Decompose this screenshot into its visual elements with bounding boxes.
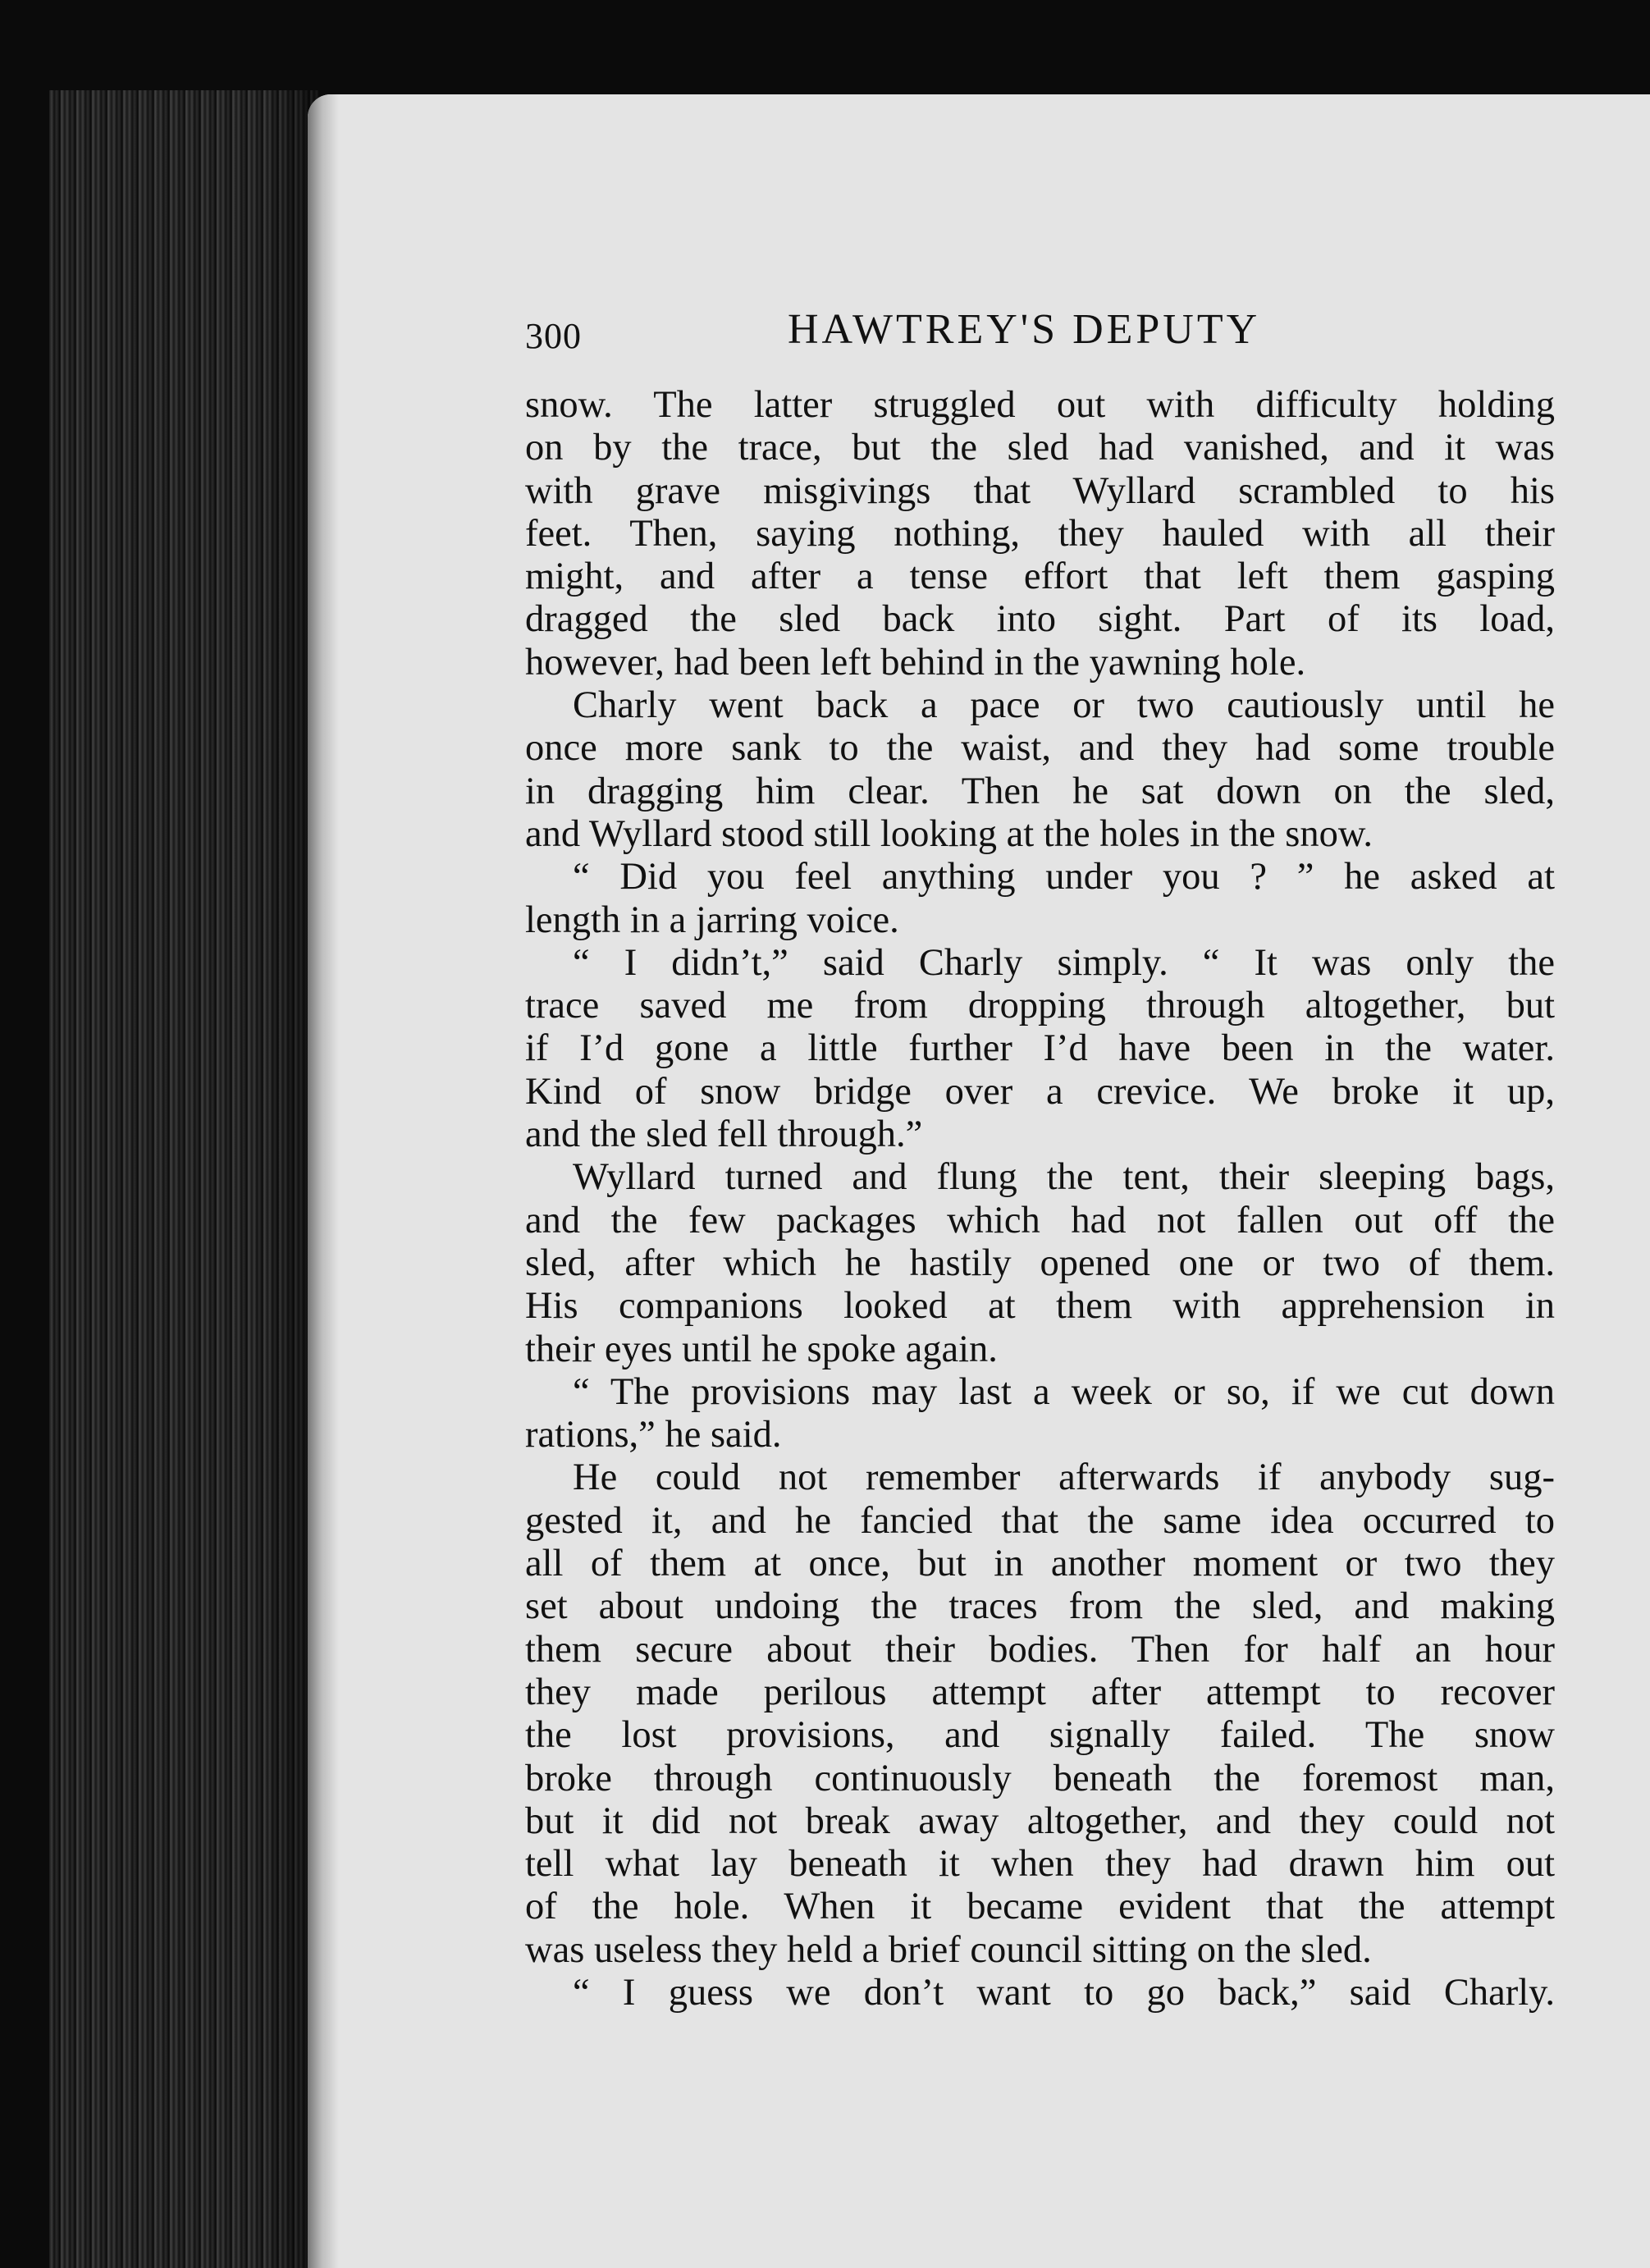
text-line: His companions looked at them with apprehension in	[525, 1285, 1555, 1328]
text-line: might, and after a tense effort that left them gasping	[525, 556, 1555, 598]
book-page-edges	[49, 90, 320, 2268]
page-number: 300	[525, 316, 582, 356]
page-header	[525, 305, 1559, 363]
text-line: dragged the sled back into sight. Part of its load,	[525, 598, 1555, 641]
text-line: sled, after which he hastily opened one or two of them.	[525, 1241, 1555, 1284]
text-line: on by the trace, but the sled had vanished, and it was	[525, 427, 1555, 469]
text-line: the lost provisions, and signally failed. The snow	[525, 1714, 1555, 1757]
running-title: HAWTREY'S DEPUTY	[788, 306, 1261, 353]
text-line: Wyllard turned and flung the tent, their sleeping bags,	[573, 1156, 1555, 1199]
text-line: and Wyllard stood still looking at the holes in the snow.	[525, 812, 1373, 855]
text-line: them secure about their bodies. Then for half an hour	[525, 1628, 1555, 1671]
text-line: set about undoing the traces from the sled, and making	[525, 1585, 1555, 1628]
text-line: Kind of snow bridge over a crevice. We broke it up,	[525, 1070, 1555, 1113]
text-line: “ I guess we don’t want to go back,” said Charly.	[573, 1971, 1555, 2014]
text-line: rations,” he said.	[525, 1414, 782, 1456]
text-line: all of them at once, but in another moment or two they	[525, 1543, 1555, 1585]
text-line: tell what lay beneath it when they had drawn him out	[525, 1843, 1555, 1886]
text-line: length in a jarring voice.	[525, 899, 899, 941]
text-line: snow. The latter struggled out with difficulty holding	[525, 384, 1555, 426]
text-line: “ I didn’t,” said Charly simply. “ It was only the	[573, 941, 1555, 984]
text-line: if I’d gone a little further I’d have been in the water.	[525, 1027, 1555, 1070]
text-line: gested it, and he fancied that the same idea occurred to	[525, 1499, 1555, 1542]
text-line: “ Did you feel anything under you ? ” he asked at	[573, 856, 1555, 899]
text-line: “ The provisions may last a week or so, if we cut down	[573, 1370, 1555, 1413]
text-line: trace saved me from dropping through altogether, but	[525, 985, 1555, 1027]
text-line: once more sank to the waist, and they had some trouble	[525, 727, 1555, 770]
text-line: broke through continuously beneath the foremost man,	[525, 1757, 1555, 1799]
text-line: and the sled fell through.”	[525, 1113, 923, 1156]
text-line: however, had been left behind in the yawning hole.	[525, 641, 1306, 684]
text-line: with grave misgivings that Wyllard scrambled to his	[525, 469, 1555, 512]
text-line: and the few packages which had not fallen out off the	[525, 1199, 1555, 1241]
text-line: feet. Then, saying nothing, they hauled with all their	[525, 512, 1555, 555]
text-line: He could not remember afterwards if anybody sug-	[573, 1456, 1555, 1499]
text-line: was useless they held a brief council sitting on the sled.	[525, 1928, 1372, 1971]
text-line: in dragging him clear. Then he sat down on the sled,	[525, 770, 1555, 812]
text-line: of the hole. When it became evident that the attempt	[525, 1886, 1555, 1928]
body-text	[525, 384, 1555, 2014]
text-line: Charly went back a pace or two cautiously until he	[573, 684, 1555, 727]
text-line: their eyes until he spoke again.	[525, 1328, 998, 1370]
text-line: but it did not break away altogether, and they could not	[525, 1799, 1555, 1842]
text-line: they made perilous attempt after attempt to recover	[525, 1671, 1555, 1713]
